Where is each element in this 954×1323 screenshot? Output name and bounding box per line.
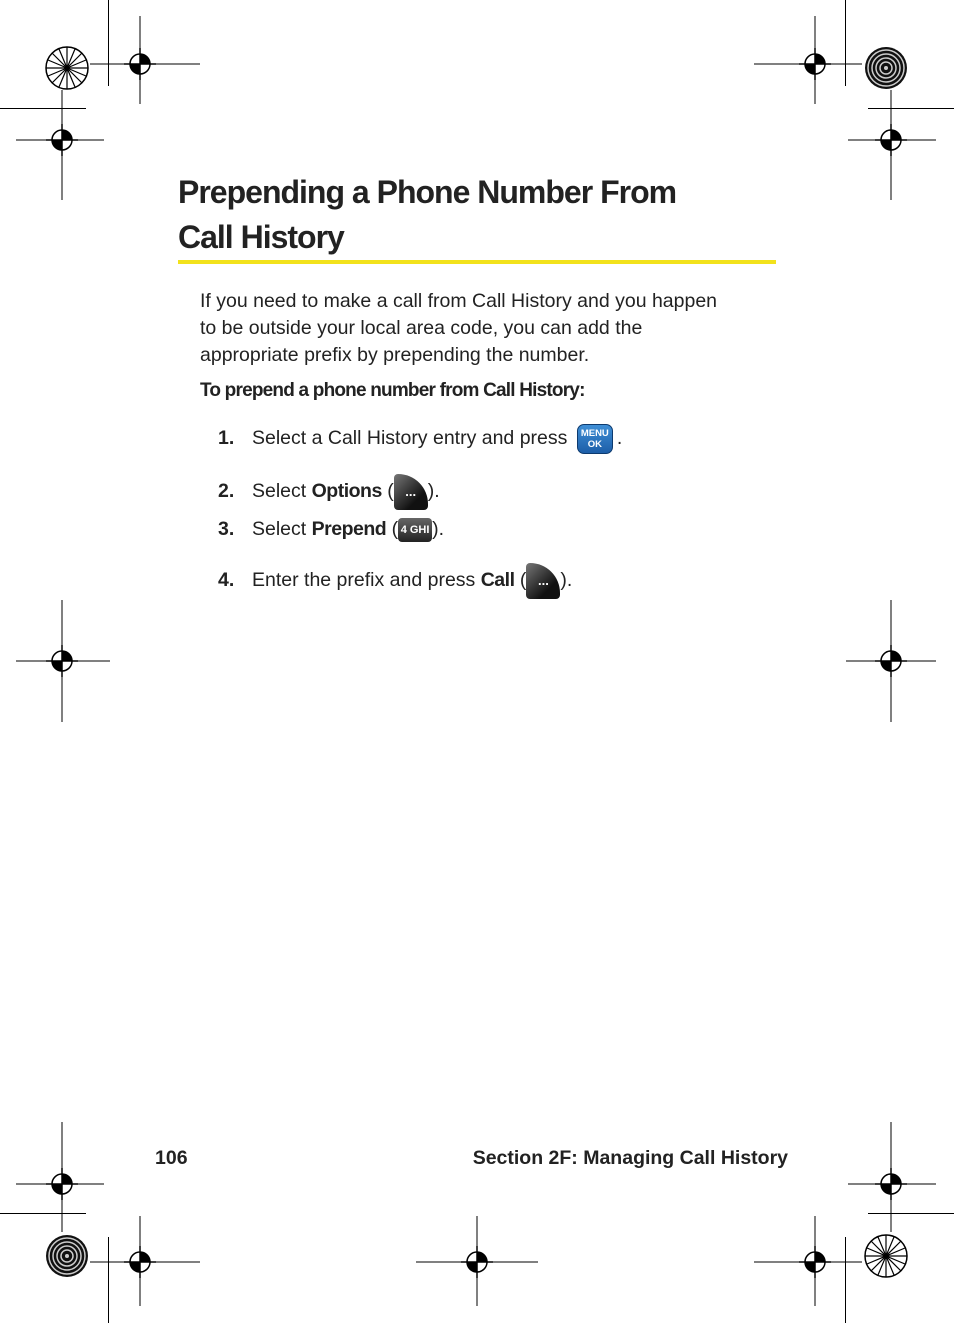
- step-text: Enter the prefix and press: [252, 569, 481, 592]
- step-bold: Call: [480, 569, 515, 592]
- title-line-1: Prepending a Phone Number From: [178, 174, 677, 210]
- title-line-2: Call History: [178, 219, 344, 255]
- step-text: Select: [252, 518, 312, 541]
- four-key-icon: 4 GHI: [398, 518, 432, 542]
- right-softkey-icon: ...: [394, 474, 428, 510]
- step-number: 1.: [218, 427, 235, 450]
- step-text: Select: [252, 480, 312, 503]
- step-post: ).: [427, 480, 440, 503]
- step-number: 2.: [218, 480, 235, 503]
- intro-line: to be outside your local area code, you can add the: [200, 317, 643, 339]
- page-number: 106: [155, 1147, 188, 1169]
- step-bold: Options: [311, 480, 382, 503]
- intro-paragraph: [200, 288, 780, 369]
- step-post: ).: [560, 569, 573, 592]
- step-text: Select a Call History entry and press: [252, 427, 568, 450]
- step-number: 3.: [218, 518, 235, 541]
- step-number: 4.: [218, 569, 235, 592]
- intro-line: If you need to make a call from Call History and you happen: [200, 290, 718, 312]
- title-rule: [178, 260, 776, 264]
- menu-ok-key-icon: MENU OK: [577, 424, 613, 454]
- step-post: .: [616, 427, 623, 450]
- left-softkey-icon: ...: [526, 563, 560, 599]
- page-title: [178, 170, 778, 260]
- intro-line: appropriate prefix by prepending the number.: [200, 344, 590, 366]
- section-title: Section 2F: Managing Call History: [472, 1147, 788, 1169]
- step-bold: Prepend: [311, 518, 387, 541]
- step-1: [218, 424, 622, 454]
- step-3: 3. Select Prepend ( 4 GHI ).: [218, 518, 444, 541]
- step-2: 2. Select Options ( ... ).: [218, 474, 440, 510]
- procedure-heading: To prepend a phone number from Call History:: [200, 380, 585, 401]
- step-post: ).: [432, 518, 444, 541]
- step-4: 4. Enter the prefix and press Call ( ... ).: [218, 563, 572, 599]
